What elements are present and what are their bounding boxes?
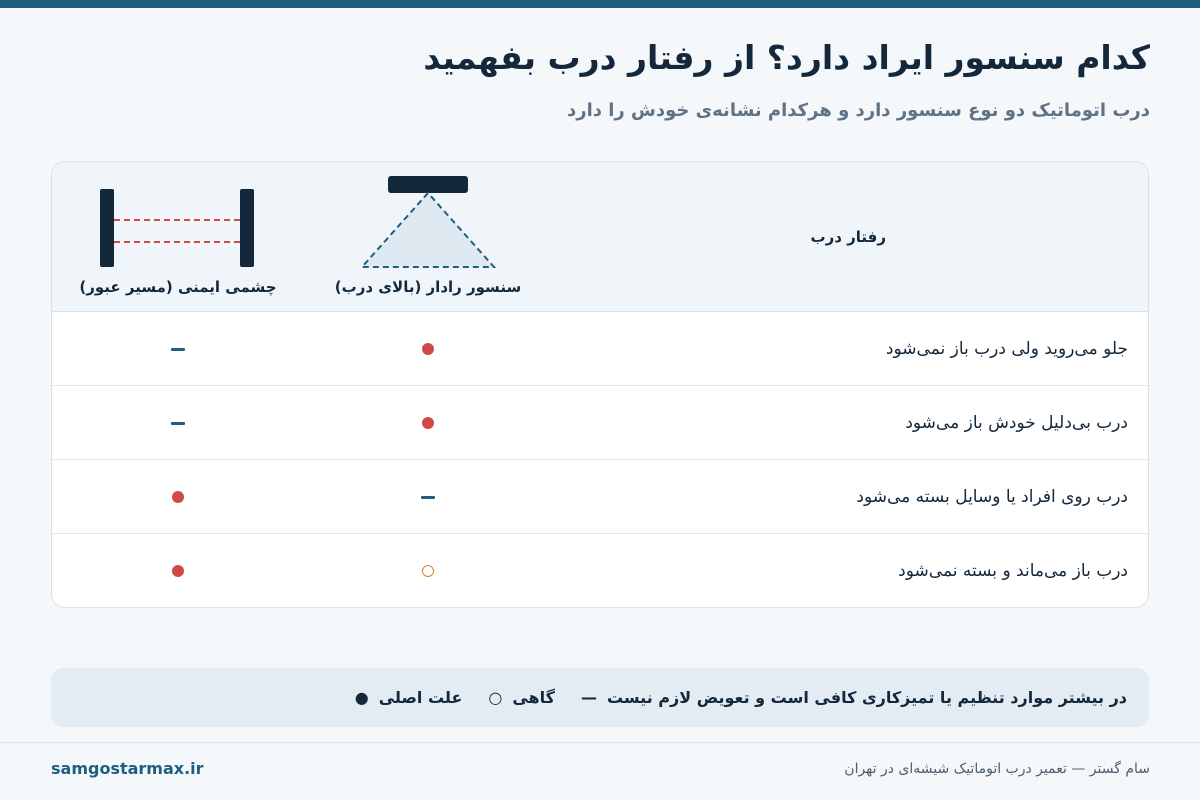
main-cause-dot <box>172 565 184 577</box>
table-row <box>52 460 1148 534</box>
row-behavior: درب باز می‌ماند و بسته نمی‌شود <box>898 561 1128 581</box>
no-cause-dash <box>421 496 435 499</box>
legend-box <box>51 668 1149 727</box>
no-cause-dash <box>171 348 185 351</box>
legend-sometimes-label: گاهی <box>512 688 555 707</box>
table-header <box>52 162 1148 312</box>
top-accent-bar <box>0 0 1200 8</box>
table-row <box>52 386 1148 460</box>
safety-beam-cell <box>158 460 198 534</box>
radar-cell <box>408 534 448 608</box>
page-title: کدام سنسور ایراد دارد؟ از رفتار درب بفهمید <box>423 38 1150 77</box>
safety-beam-cell <box>158 534 198 608</box>
legend-main-label: علت اصلی <box>378 688 463 707</box>
main-cause-dot <box>172 491 184 503</box>
column-header-radar: سنسور رادار (بالای درب) <box>334 278 522 296</box>
comparison-table <box>51 161 1149 608</box>
column-header-behavior: رفتار درب <box>810 228 886 246</box>
table-row <box>52 312 1148 386</box>
legend-content <box>355 668 1127 727</box>
no-cause-dash <box>171 422 185 425</box>
radar-cell <box>408 460 448 534</box>
legend-main-symbol: ● <box>354 688 369 707</box>
main-cause-dot <box>422 417 434 429</box>
row-behavior: جلو می‌روید ولی درب باز نمی‌شود <box>885 339 1128 359</box>
main-cause-dot <box>422 343 434 355</box>
radar-cell <box>408 386 448 460</box>
safety-beam-cell <box>158 386 198 460</box>
radar-cell <box>408 312 448 386</box>
legend-sometimes-symbol: ○ <box>488 688 503 707</box>
table-row <box>52 534 1148 608</box>
footer-site-link[interactable]: samgostarmax.ir <box>51 759 204 778</box>
sometimes-circle <box>422 565 434 577</box>
column-header-safety-beam: چشمی ایمنی (مسیر عبور) <box>79 278 277 296</box>
row-behavior: درب بی‌دلیل خودش باز می‌شود <box>905 413 1128 433</box>
safety-beam-cell <box>158 312 198 386</box>
legend-none-symbol: — <box>580 688 597 707</box>
row-behavior: درب روی افراد یا وسایل بسته می‌شود <box>856 487 1128 507</box>
footer-caption: سام گستر — تعمیر درب اتوماتیک شیشه‌ای در تهران <box>844 761 1150 777</box>
radar-sensor-icon <box>356 176 500 272</box>
page-subtitle: درب اتوماتیک دو نوع سنسور دارد و هرکدام نشانه‌ی خودش را دارد <box>566 100 1150 121</box>
safety-beam-icon <box>98 189 258 267</box>
legend-none-label: در بیشتر موارد تنظیم یا تمیزکاری کافی است و تعویض لازم نیست <box>606 688 1127 707</box>
footer-divider <box>0 742 1200 743</box>
